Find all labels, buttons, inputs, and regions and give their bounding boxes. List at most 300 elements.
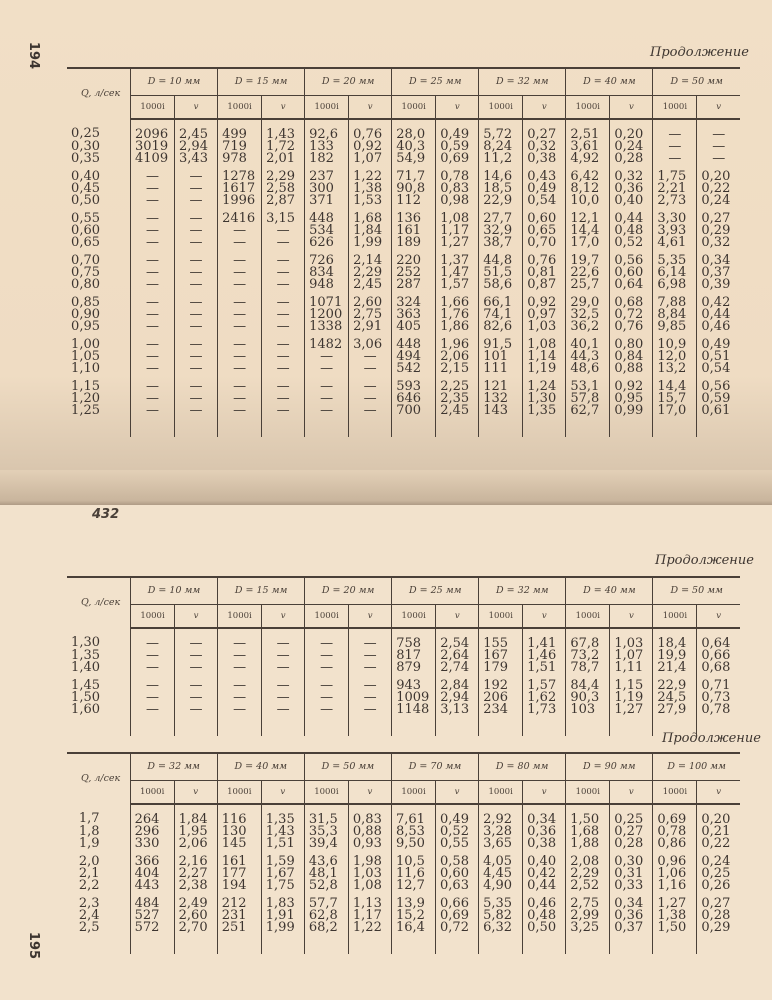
head-loss-cell: 167 [479,650,523,662]
velocity-cell: 0,76 [349,119,392,141]
velocity-cell: 1,57 [523,674,566,692]
velocity-cell: 0,34 [610,892,653,910]
velocity-cell: 1,08 [436,207,479,225]
head-loss-cell: 4,45 [479,868,523,880]
velocity-cell: 0,30 [610,850,653,868]
head-loss-cell: 71,7 [392,165,436,183]
velocity-cell: 1,27 [436,237,479,249]
head-loss-cell: 5,35 [479,892,523,910]
head-loss-cell: 3019 [131,141,175,153]
table-tail-cell [131,716,175,736]
velocity-cell: 0,42 [697,291,740,309]
head-loss-cell: 22,6 [566,267,610,279]
velocity-cell: 0,60 [523,207,566,225]
flow-rate-cell: 1,40 [71,660,100,675]
head-loss-cell: 10,5 [391,850,435,868]
table-tail-cell [392,716,436,736]
head-loss-cell: — [305,650,349,662]
velocity-cell: 0,49 [697,333,740,351]
head-loss-cell: 90,8 [392,183,436,195]
flow-rate-cell: 1,10 [71,361,100,376]
velocity-cell: 2,06 [174,838,217,850]
head-loss-cell: — [218,650,262,662]
head-loss-cell: 52,8 [304,880,348,892]
velocity-cell: 0,42 [523,868,566,880]
diameter-header: D = 20 мм [305,68,392,96]
flow-rate-cell: 2,5 [78,920,100,935]
head-loss-subheader: 1000i [305,96,349,120]
head-loss-cell: 19,9 [653,650,697,662]
head-loss-cell: 177 [217,868,261,880]
head-loss-cell: 1,38 [653,910,697,922]
velocity-cell: 0,58 [436,850,479,868]
q-column-header: Q, л/сек [81,773,121,784]
velocity-cell: 3,13 [436,704,479,716]
velocity-cell: — [175,195,218,207]
head-loss-cell: — [218,333,262,351]
hydraulic-table-top [67,67,740,437]
velocity-cell: 0,20 [610,119,653,141]
head-loss-cell: 206 [479,692,523,704]
table-row [67,195,740,207]
head-loss-cell: 8,53 [391,826,435,838]
head-loss-cell: 1148 [392,704,436,716]
velocity-cell: 0,65 [523,225,566,237]
table-tail-cell [479,716,523,736]
head-loss-subheader: 1000i [391,781,435,805]
flow-rate-cell: 0,90 [71,307,100,322]
head-loss-cell: 646 [392,393,436,405]
head-loss-subheader: 1000i [131,96,175,120]
head-loss-cell: 3,65 [479,838,523,850]
velocity-cell: 1,72 [262,141,305,153]
head-loss-cell: 15,7 [653,393,697,405]
head-loss-cell: 82,6 [479,321,523,333]
table-row [67,662,740,674]
velocity-cell: 0,29 [697,225,740,237]
velocity-cell: 2,49 [174,892,217,910]
head-loss-cell: 1,06 [653,868,697,880]
velocity-subheader: v [610,96,653,120]
head-loss-cell: — [131,662,175,674]
head-loss-cell: — [305,628,349,650]
velocity-cell: 2,01 [262,153,305,165]
table-tail-cell [523,716,566,736]
velocity-cell: 0,69 [436,910,479,922]
hydraulic-table-middle [67,576,740,736]
flow-rate-cell: 2,4 [78,908,100,923]
velocity-cell: 2,29 [262,165,305,183]
velocity-subheader: v [262,605,305,629]
head-loss-cell: — [131,333,175,351]
table-row [67,628,740,650]
head-loss-cell: 0,69 [653,804,697,826]
velocity-cell: — [697,119,740,141]
head-loss-cell: 879 [392,662,436,674]
head-loss-cell: 11,6 [391,868,435,880]
flow-rate-cell: 0,50 [71,193,100,208]
velocity-cell: 0,59 [697,393,740,405]
head-loss-cell: 182 [305,153,349,165]
velocity-cell: 0,28 [697,910,740,922]
head-loss-cell: — [131,279,175,291]
diameter-header: D = 50 мм [653,577,740,605]
velocity-cell: 0,44 [523,880,566,892]
head-loss-cell: 287 [392,279,436,291]
head-loss-cell: — [305,363,349,375]
velocity-subheader: v [436,605,479,629]
velocity-cell: 0,76 [523,249,566,267]
head-loss-cell: 111 [479,363,523,375]
velocity-cell: 0,27 [697,207,740,225]
head-loss-subheader: 1000i [392,605,436,629]
velocity-cell: 2,29 [349,267,392,279]
velocity-cell: 0,24 [610,141,653,153]
head-loss-cell: 4,05 [479,850,523,868]
head-loss-cell: 6,14 [653,267,697,279]
head-loss-cell: 2,29 [566,868,610,880]
velocity-cell: 1,84 [174,804,217,826]
head-loss-cell: — [131,291,175,309]
table-tail-cell [348,934,391,954]
velocity-cell: 0,55 [436,838,479,850]
velocity-cell: 0,24 [697,195,740,207]
velocity-cell: 0,78 [697,704,740,716]
table-row [67,153,740,165]
flow-rate-cell: 0,35 [71,151,100,166]
head-loss-cell: — [653,119,697,141]
velocity-subheader: v [610,781,653,805]
head-loss-cell: — [653,153,697,165]
flow-rate-cell: 2,3 [78,896,100,911]
velocity-cell: — [349,628,392,650]
velocity-cell: 1,41 [523,628,566,650]
velocity-cell: — [349,363,392,375]
head-loss-cell: 38,7 [479,237,523,249]
head-loss-cell: — [218,309,262,321]
velocity-cell: — [175,183,218,195]
velocity-cell: — [262,249,305,267]
head-loss-cell: 36,2 [566,321,610,333]
head-loss-cell: 237 [305,165,349,183]
velocity-subheader: v [697,96,740,120]
table-tail-cell [349,417,392,437]
flow-rate-cell: 0,60 [71,223,100,238]
diameter-header: D = 50 мм [653,68,740,96]
head-loss-cell: 14,6 [479,165,523,183]
velocity-cell: 0,84 [610,351,653,363]
velocity-cell: — [349,692,392,704]
head-loss-subheader: 1000i [218,605,262,629]
flow-rate-cell: 2,1 [78,866,100,881]
head-loss-cell: 3,93 [653,225,697,237]
head-loss-cell: 448 [392,333,436,351]
head-loss-cell: 4109 [131,153,175,165]
velocity-cell: 1,57 [436,279,479,291]
velocity-cell: — [262,279,305,291]
page-fold [0,470,772,506]
head-loss-cell: 161 [392,225,436,237]
head-loss-cell: 5,35 [653,249,697,267]
velocity-cell: 0,49 [523,183,566,195]
head-loss-cell: — [131,237,175,249]
diameter-header: D = 15 мм [218,577,305,605]
velocity-cell: 0,20 [697,804,740,826]
head-loss-cell: 43,6 [304,850,348,868]
velocity-cell: 0,22 [697,183,740,195]
head-loss-cell: 161 [217,850,261,868]
velocity-cell: 0,52 [610,237,653,249]
head-loss-cell: 67,8 [566,628,610,650]
head-loss-cell: 53,1 [566,375,610,393]
head-loss-cell: — [218,692,262,704]
table-tail-cell [566,934,610,954]
velocity-cell: 2,14 [349,249,392,267]
head-loss-cell: — [131,375,175,393]
head-loss-cell: 28,0 [392,119,436,141]
head-loss-cell: 16,4 [391,922,435,934]
table-tail-cell [697,716,740,736]
head-loss-cell: 2,75 [566,892,610,910]
velocity-cell: 1,17 [348,910,391,922]
diameter-header: D = 25 мм [392,577,479,605]
head-loss-cell: 405 [392,321,436,333]
table-tail-cell [479,934,523,954]
velocity-cell: 0,78 [436,165,479,183]
velocity-cell: 1,51 [523,662,566,674]
head-loss-cell: 19,7 [566,249,610,267]
velocity-subheader: v [436,781,479,805]
table-tail-cell [566,716,610,736]
velocity-subheader: v [174,781,217,805]
head-loss-cell: 27,9 [653,704,697,716]
velocity-subheader: v [175,605,218,629]
table-row [67,838,740,850]
head-loss-subheader: 1000i [566,605,610,629]
head-loss-cell: 484 [130,892,174,910]
velocity-cell: 1,30 [523,393,566,405]
head-loss-cell: 527 [130,910,174,922]
velocity-cell: — [175,225,218,237]
diameter-header: D = 32 мм [479,577,566,605]
head-loss-cell: — [131,309,175,321]
head-loss-cell: — [653,141,697,153]
head-loss-subheader: 1000i [653,96,697,120]
head-loss-cell: 2,51 [566,119,610,141]
head-loss-cell: 817 [392,650,436,662]
velocity-cell: — [262,628,305,650]
head-loss-cell: 1,16 [653,880,697,892]
velocity-cell: 1,03 [610,628,653,650]
flow-rate-cell: 1,25 [71,403,100,418]
velocity-cell: 0,56 [610,249,653,267]
velocity-cell: 0,49 [436,804,479,826]
velocity-cell: 3,06 [349,333,392,351]
head-loss-cell: 231 [217,910,261,922]
velocity-subheader: v [261,781,304,805]
diameter-header: D = 70 мм [391,753,478,781]
velocity-cell: 1,13 [348,892,391,910]
velocity-cell: 0,68 [610,291,653,309]
velocity-cell: 1,24 [523,375,566,393]
table-row [67,704,740,716]
velocity-cell: 1,19 [610,692,653,704]
velocity-subheader: v [697,605,740,629]
flow-rate-cell: 0,25 [71,126,100,141]
velocity-cell: 1,43 [261,826,304,838]
velocity-cell: 2,45 [436,405,479,417]
head-loss-cell: 700 [392,405,436,417]
diameter-header: D = 40 мм [566,577,653,605]
head-loss-cell: 296 [130,826,174,838]
table-tail-cell [523,934,566,954]
head-loss-cell: 39,4 [304,838,348,850]
head-loss-cell: — [131,628,175,650]
velocity-cell: 0,52 [436,826,479,838]
velocity-cell: 2,45 [349,279,392,291]
velocity-cell: 2,74 [436,662,479,674]
flow-rate-cell: 1,9 [78,836,100,851]
velocity-cell: 1,08 [348,880,391,892]
velocity-cell: 2,75 [349,309,392,321]
head-loss-cell: 3,25 [566,922,610,934]
head-loss-cell: 48,1 [304,868,348,880]
velocity-subheader: v [523,605,566,629]
head-loss-cell: 44,3 [566,351,610,363]
head-loss-cell: 978 [218,153,262,165]
head-loss-cell: — [218,321,262,333]
flow-rate-cell: 2,0 [78,854,100,869]
head-loss-cell: 78,7 [566,662,610,674]
velocity-cell: 0,87 [523,279,566,291]
velocity-cell: 0,32 [697,237,740,249]
velocity-cell: 1,19 [523,363,566,375]
head-loss-cell: — [131,351,175,363]
head-loss-cell: 14,4 [566,225,610,237]
velocity-cell: 0,61 [697,405,740,417]
table-row [67,922,740,934]
head-loss-cell: 32,9 [479,225,523,237]
velocity-cell: — [175,704,218,716]
velocity-cell: 1,14 [523,351,566,363]
head-loss-cell: 0,86 [653,838,697,850]
head-loss-cell: 593 [392,375,436,393]
head-loss-cell: 330 [130,838,174,850]
velocity-cell: 0,71 [697,674,740,692]
velocity-subheader: v [348,781,391,805]
head-loss-cell: 2,73 [653,195,697,207]
table-tail-cell [131,417,175,437]
velocity-cell: 0,69 [436,153,479,165]
continuation-label-bottom: Продолжение [662,731,761,746]
head-loss-cell: 4,90 [479,880,523,892]
velocity-cell: — [262,333,305,351]
head-loss-cell: — [305,692,349,704]
head-loss-cell: 18,5 [479,183,523,195]
head-loss-cell: 62,8 [304,910,348,922]
head-loss-cell: 15,2 [391,910,435,922]
velocity-cell: 0,95 [610,393,653,405]
velocity-cell: — [175,165,218,183]
head-loss-cell: — [305,351,349,363]
velocity-cell: 0,99 [610,405,653,417]
velocity-cell: — [262,267,305,279]
diameter-header: D = 10 мм [131,68,218,96]
velocity-cell: — [262,225,305,237]
head-loss-cell: 371 [305,195,349,207]
velocity-cell: 0,27 [697,892,740,910]
head-loss-cell: 443 [130,880,174,892]
velocity-cell: 2,94 [175,141,218,153]
velocity-cell: — [175,279,218,291]
velocity-cell: 0,92 [610,375,653,393]
velocity-cell: 0,54 [697,363,740,375]
flow-rate-cell: 0,55 [71,211,100,226]
velocity-cell: — [175,351,218,363]
velocity-cell: — [262,291,305,309]
head-loss-cell: 192 [479,674,523,692]
velocity-cell: — [175,662,218,674]
head-loss-cell: 1071 [305,291,349,309]
velocity-cell: — [349,393,392,405]
velocity-cell: 0,80 [610,333,653,351]
head-loss-cell: 1,68 [566,826,610,838]
head-loss-cell: — [218,237,262,249]
velocity-cell: 0,36 [610,910,653,922]
velocity-cell: — [262,692,305,704]
velocity-cell: — [262,237,305,249]
velocity-subheader: v [523,781,566,805]
velocity-cell: 1,47 [436,267,479,279]
velocity-cell: 0,88 [348,826,391,838]
velocity-cell: 0,59 [436,141,479,153]
velocity-cell: 0,27 [523,119,566,141]
flow-rate-cell: 1,7 [78,811,100,826]
head-loss-cell: 35,3 [304,826,348,838]
velocity-cell: 0,72 [610,309,653,321]
velocity-cell: — [697,153,740,165]
head-loss-cell: 84,4 [566,674,610,692]
flow-rate-cell: 1,05 [71,349,100,364]
head-loss-cell: 8,84 [653,309,697,321]
head-loss-cell: 2,21 [653,183,697,195]
velocity-cell: 0,63 [436,880,479,892]
velocity-cell: 0,73 [697,692,740,704]
head-loss-cell: 234 [479,704,523,716]
table-tail-cell [697,934,740,954]
diameter-header: D = 15 мм [218,68,305,96]
flow-rate-cell: 2,2 [78,878,100,893]
head-loss-cell: 494 [392,351,436,363]
velocity-cell: 1,27 [610,704,653,716]
head-loss-subheader: 1000i [217,781,261,805]
head-loss-subheader: 1000i [566,96,610,120]
head-loss-cell: 12,1 [566,207,610,225]
head-loss-cell: 136 [392,207,436,225]
velocity-cell: 1,17 [436,225,479,237]
head-loss-cell: — [218,267,262,279]
velocity-cell: — [175,650,218,662]
velocity-cell: 1,99 [261,922,304,934]
head-loss-cell: 8,24 [479,141,523,153]
velocity-cell: 0,32 [523,141,566,153]
velocity-cell: 1,95 [174,826,217,838]
velocity-subheader: v [697,781,740,805]
head-loss-cell: 2416 [218,207,262,225]
velocity-cell: 1,03 [348,868,391,880]
velocity-cell: 2,38 [174,880,217,892]
continuation-label-top: Продолжение [650,45,749,60]
